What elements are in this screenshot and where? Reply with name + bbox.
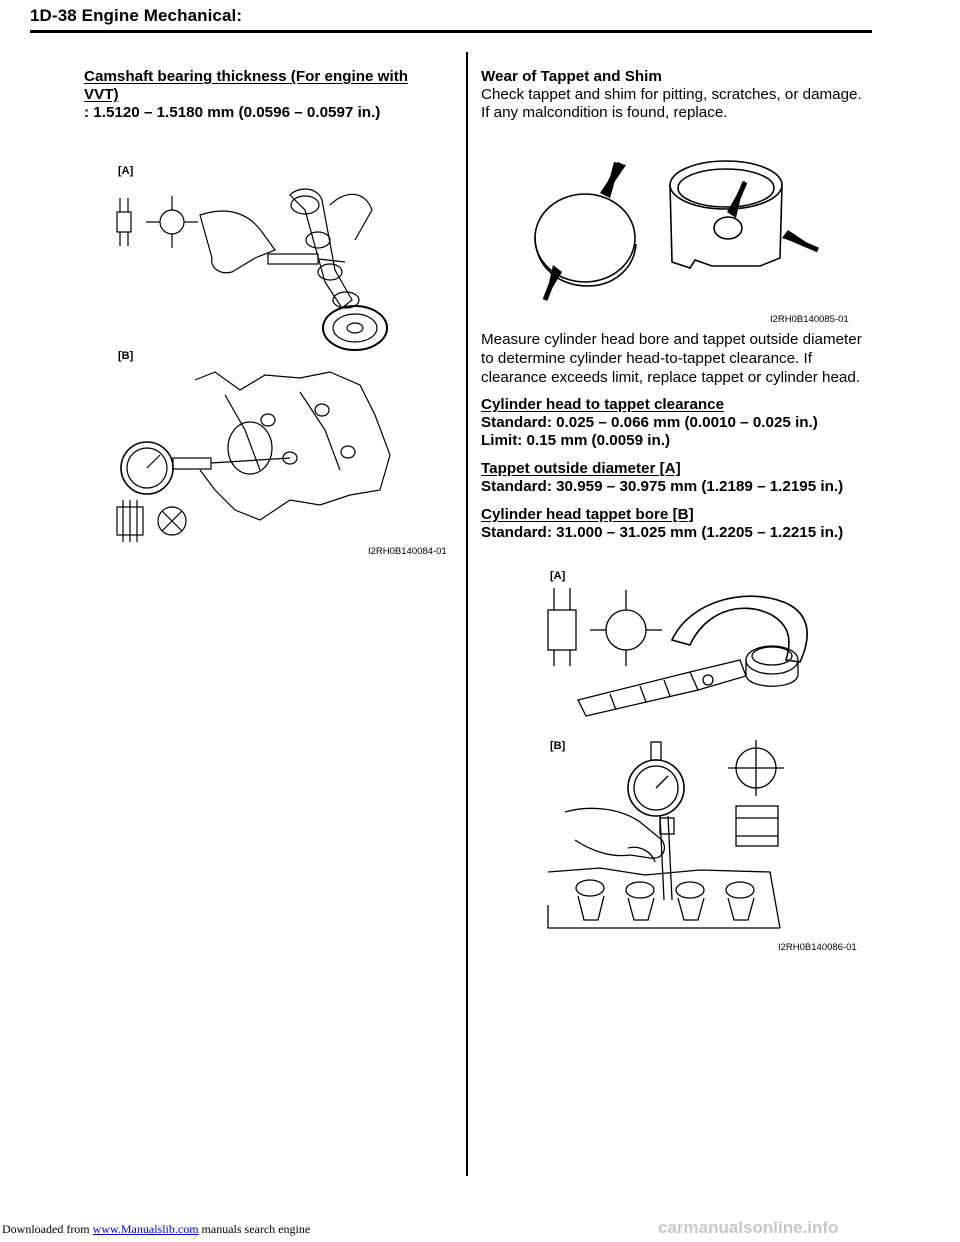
page-header: 1D-38 Engine Mechanical:	[30, 6, 243, 25]
tappet-wear-para-line1: Check tappet and shim for pitting, scratches, or damage.	[481, 86, 862, 103]
camshaft-heading-line1: Camshaft bearing thickness (For engine with	[84, 68, 409, 85]
fig1-label-a: [A]	[118, 165, 134, 177]
fig3-caption: I2RH0B140086-01	[778, 942, 857, 953]
bore-heading: Cylinder head tappet bore [B]	[481, 506, 694, 523]
bore-standard: Standard: 31.000 – 31.025 mm (1.2205 – 1.2215 in.)	[481, 524, 844, 541]
measure-para-line1: Measure cylinder head bore and tappet outside diameter	[481, 331, 862, 348]
footer-suffix: manuals search engine	[198, 1222, 311, 1236]
watermark: carmanualsonline.info	[658, 1218, 839, 1237]
header-rule	[30, 30, 872, 33]
tappet-diameter-heading: Tappet outside diameter [A]	[481, 460, 681, 477]
footer	[2, 1222, 310, 1237]
clearance-standard: Standard: 0.025 – 0.066 mm (0.0010 – 0.025 in.)	[481, 414, 818, 431]
fig1-label-b: [B]	[118, 350, 134, 362]
fig3-label-a: [A]	[550, 570, 566, 582]
camshaft-heading-line2: VVT)	[84, 86, 119, 103]
clearance-heading: Cylinder head to tappet clearance	[481, 396, 725, 413]
tappet-wear-heading: Wear of Tappet and Shim	[481, 68, 662, 85]
fig2-caption: I2RH0B140085-01	[770, 314, 849, 325]
camshaft-spec: : 1.5120 – 1.5180 mm (0.0596 – 0.0597 in.)	[84, 104, 381, 121]
column-divider	[466, 52, 468, 1176]
tappet-wear-para-line2: If any malcondition is found, replace.	[481, 104, 728, 121]
footer-prefix: Downloaded from	[2, 1222, 93, 1236]
fig1-caption: I2RH0B140084-01	[368, 546, 447, 557]
fig3-label-b: [B]	[550, 740, 566, 752]
tappet-diameter-standard: Standard: 30.959 – 30.975 mm (1.2189 – 1.2195 in.)	[481, 478, 844, 495]
clearance-limit: Limit: 0.15 mm (0.0059 in.)	[481, 432, 671, 449]
measure-para-line3: clearance exceeds limit, replace tappet or cylinder head.	[481, 369, 861, 386]
measure-para-line2: to determine cylinder head-to-tappet clearance. If	[481, 350, 812, 367]
manualslib-link[interactable]: www.Manualslib.com	[92, 1222, 199, 1236]
